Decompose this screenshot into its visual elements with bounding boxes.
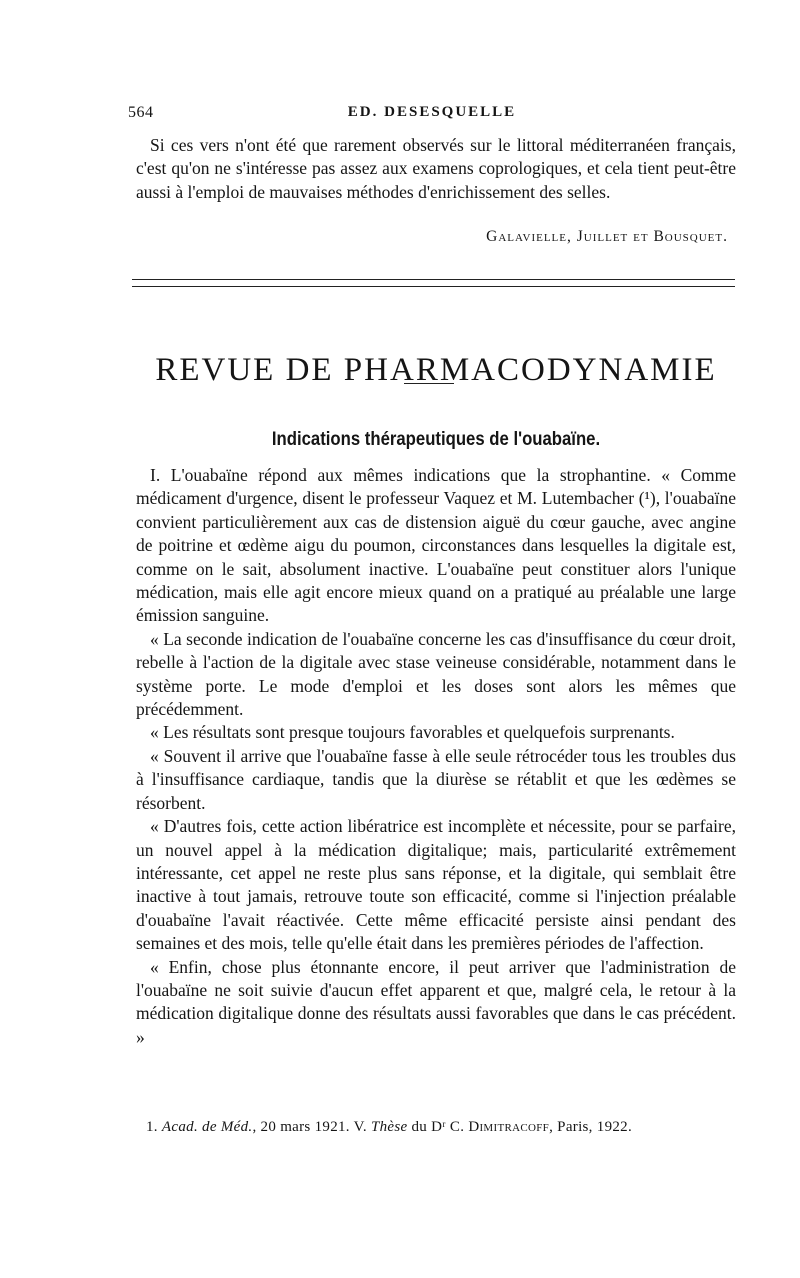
footnote-author: Dimitracoff xyxy=(468,1119,550,1135)
running-head xyxy=(128,104,736,128)
footnote-journal: Acad. de Méd. xyxy=(161,1119,253,1135)
paragraph: « Enfin, chose plus étonnante encore, il peut arriver que l'administration de l'ouabaïne ne soit suivie d'aucun effet apparent et que, malgré cela, le retour à la médication digitalique donne des résultats aussi favorables que dans le cas précédent. » xyxy=(136,956,736,1047)
double-rule-divider xyxy=(132,279,735,287)
signature: Galavielle, Juillet et Bousquet. xyxy=(486,228,728,245)
paragraph: « D'autres fois, cette action libératrice est incomplète et nécessite, pour se parfaire, un nouvel appel à la médication digitalique; mais, particularité extrêmement intéressante, cet appel ne reste plus sans réponse, et la digitale, qui semblait être inactive à tout jamais, retrouve toute son efficacité, comme si l'injection préalable d'ouabaïne l'avait réactivée. Cette même efficacité persiste ainsi pendant des semaines et des mois, telle qu'elle était dans les premières périodes de l'affection. xyxy=(136,816,736,954)
footnote-doctor: du Dʳ C. xyxy=(407,1119,469,1135)
section-title: REVUE DE PHARMACODYNAMIE xyxy=(155,352,717,389)
footnote-number: 1. xyxy=(146,1119,158,1135)
article-title: Indications thérapeutiques de l'ouabaïne. xyxy=(271,428,601,450)
short-rule-divider xyxy=(404,383,454,384)
footnote-place-year: , Paris, 1922. xyxy=(549,1119,633,1135)
paragraph: I. L'ouabaïne répond aux mêmes indications que la strophantine. « Comme médicament d'urgence, disent le professeur Vaquez et M. Lutembacher (¹), l'ouabaïne convient particulièrement aux cas de distension aiguë du cœur gauche, avec angine de poitrine et œdème aigu du poumon, circonstances dans lesquelles la digitale est, comme on le sait, absolument inactive. L'ouabaïne peut constituer alors l'unique médication, mais elle agit encore mieux quand on a pratiqué au préalable une large émission sanguine. xyxy=(136,465,736,626)
paragraph: « Les résultats sont presque toujours favorables et quelquefois surprenants. xyxy=(150,722,675,743)
intro-paragraph: Si ces vers n'ont été que rarement observés sur le littoral méditerranéen français, c'est qu'on ne s'intéresse pas assez aux examens coprologiques, et cela tient peut-être aussi à l'emploi de mauvaises méthodes d'enrichissement des selles. xyxy=(136,135,736,202)
footnote-thesis: Thèse xyxy=(370,1119,408,1135)
footnote xyxy=(146,1119,706,1136)
paragraph: « Souvent il arrive que l'ouabaïne fasse à elle seule rétrocéder tous les troubles dus à l'insuffisance cardiaque, tandis que la diurèse se rétablit et que les œdèmes se résorbent. xyxy=(136,745,736,813)
page-number: 564 xyxy=(128,104,154,121)
article-body xyxy=(136,464,736,1049)
running-title: ED. DESESQUELLE xyxy=(347,104,517,120)
footnote-date: , 20 mars 1921. V. xyxy=(252,1119,371,1135)
paragraph: « La seconde indication de l'ouabaïne concerne les cas d'insuffisance du cœur droit, rebelle à l'action de la digitale avec stase veineuse considérable, notamment dans le système porte. Le mode d'emploi et les doses sont alors les mêmes que précédemment. xyxy=(136,628,736,720)
intro-text xyxy=(136,134,736,204)
